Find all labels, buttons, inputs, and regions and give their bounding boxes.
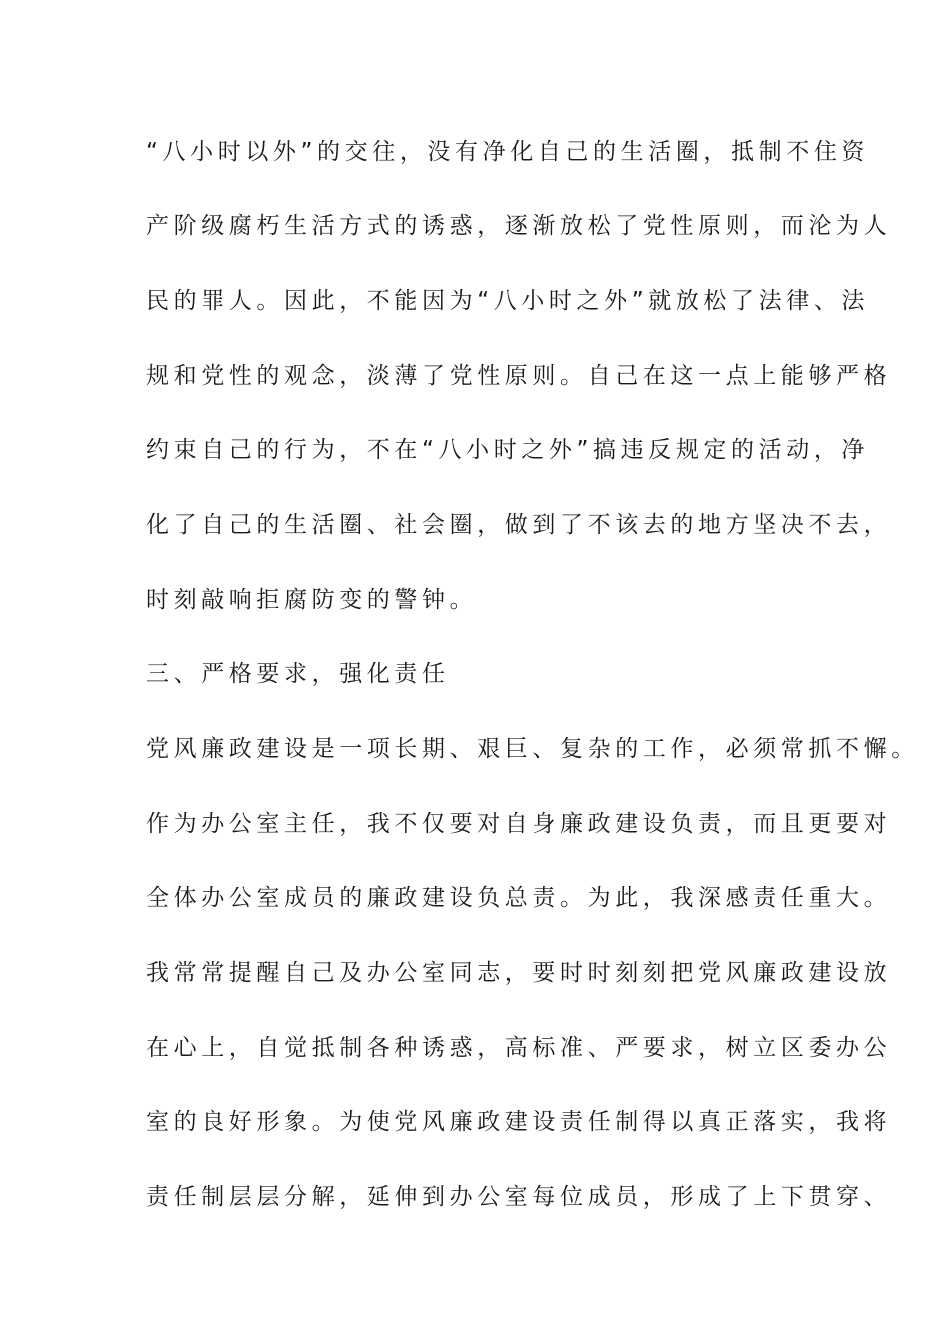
text-line: 作为办公室主任，我不仅要对自身廉政建设负责，而且更要对 [146,811,892,837]
text-line: 规和党性的观念，淡薄了党性原则。自己在这一点上能够严格 [146,363,892,389]
text-line: 民的罪人。因此，不能因为“八小时之外”就放松了法律、法 [146,288,870,314]
text-line: 室的良好形象。为使党风廉政建设责任制得以真正落实，我将 [146,1109,892,1135]
section-heading: 三、严格要求，强化责任 [146,661,450,687]
text-line: 产阶级腐朽生活方式的诱惑，逐渐放松了党性原则，而沦为人 [146,213,892,239]
text-line: 责任制层层分解，延伸到办公室每位成员，形成了上下贯穿、 [146,1184,892,1210]
text-line: 在心上，自觉抵制各种诱惑，高标准、严要求，树立区委办公 [146,1035,892,1061]
text-line: 我常常提醒自己及办公室同志，要时时刻刻把党风廉政建设放 [146,960,892,986]
text-line: 约束自己的行为，不在“八小时之外”搞违反规定的活动，净 [146,437,870,463]
text-line: 化了自己的生活圈、社会圈，做到了不该去的地方坚决不去， [146,512,892,538]
text-line: 党风廉政建设是一项长期、艰巨、复杂的工作，必须常抓不懈。 [146,736,919,762]
text-line: 时刻敲响拒腐防变的警钟。 [146,587,478,613]
text-line: “八小时以外”的交往，没有净化自己的生活圈，抵制不住资 [146,139,870,165]
text-line: 全体办公室成员的廉政建设负总责。为此，我深感责任重大。 [146,885,892,911]
